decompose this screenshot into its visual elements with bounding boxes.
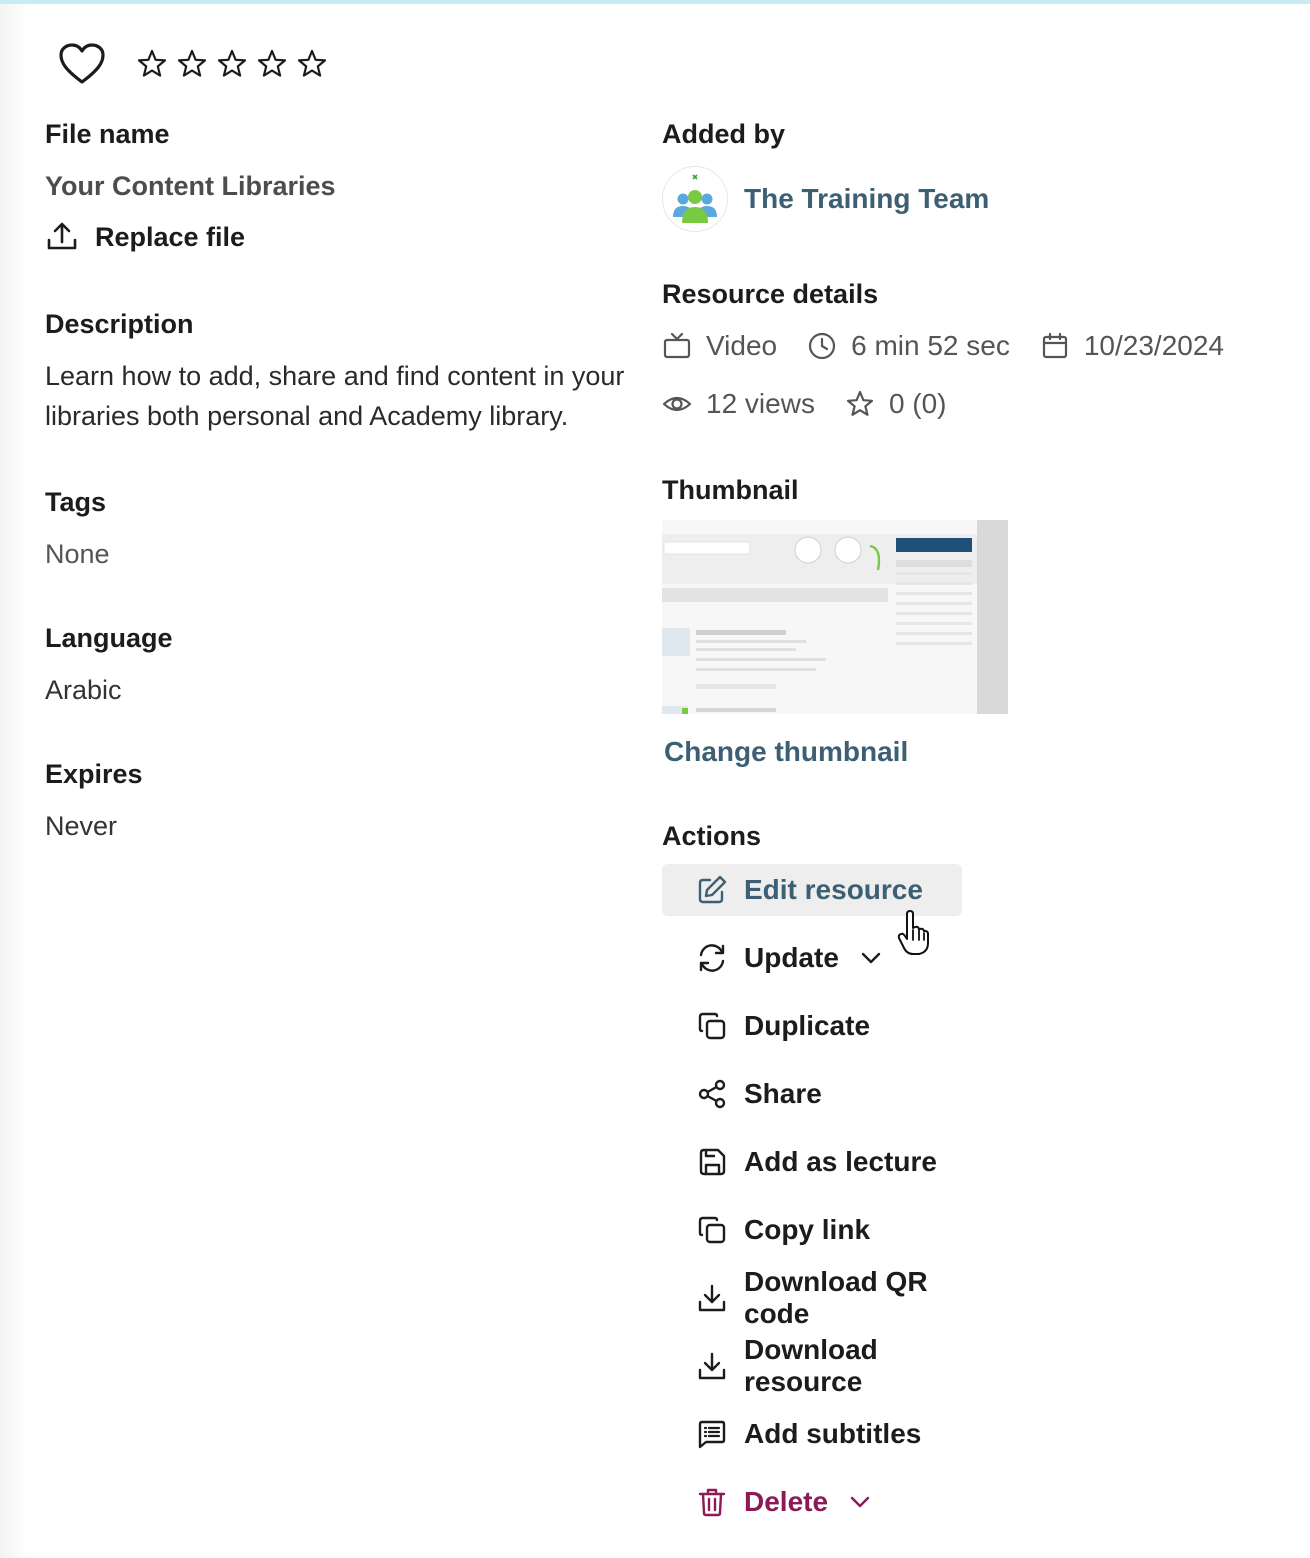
delete-label: Delete <box>744 1486 829 1517</box>
add-subtitles-button[interactable] <box>662 1408 962 1460</box>
rating-row <box>58 42 328 86</box>
chevron-down-icon[interactable] <box>848 1490 872 1514</box>
replace-file-button[interactable] <box>45 220 625 254</box>
copy-link-label: Copy link <box>744 1214 871 1245</box>
download-icon <box>696 1282 728 1314</box>
language-value: Arabic <box>45 675 122 705</box>
description-value: Learn how to add, share and find content in your libraries both personal and Academy library. <box>45 361 625 431</box>
chevron-down-icon[interactable] <box>859 946 883 970</box>
delete-button[interactable] <box>662 1476 962 1528</box>
added-by-label: Added by <box>662 119 786 149</box>
star-rating <box>136 48 328 80</box>
added-by-row <box>662 166 1282 232</box>
calendar-icon <box>1040 331 1070 361</box>
resource-meta-row-1 <box>662 330 1282 362</box>
download-qr-code-button[interactable] <box>662 1266 962 1329</box>
add-subtitles-label: Add subtitles <box>744 1418 922 1449</box>
views-value: 12 views <box>706 388 815 419</box>
rating-value: 0 (0) <box>888 388 947 419</box>
edit-icon <box>696 874 728 906</box>
eye-icon <box>662 389 692 419</box>
download-qr-code-label: Download QR code <box>744 1266 928 1329</box>
date-meta <box>1040 330 1224 362</box>
added-by-link[interactable]: The Training Team <box>744 183 990 214</box>
thumbnail-preview <box>662 520 1008 714</box>
tv-icon <box>662 331 692 361</box>
resource-details-label: Resource details <box>662 279 879 309</box>
left-column <box>45 116 625 846</box>
update-label: Update <box>744 942 839 973</box>
type-value: Video <box>706 330 778 361</box>
file-name-value: Your Content Libraries <box>45 171 336 201</box>
upload-icon <box>45 220 79 254</box>
duplicate-button[interactable] <box>662 1000 962 1052</box>
change-thumbnail-link[interactable]: Change thumbnail <box>664 736 909 767</box>
resource-meta-row-2 <box>662 388 1282 420</box>
team-logo-icon <box>663 167 727 231</box>
expires-value: Never <box>45 811 118 841</box>
download-resource-label: Download resource <box>744 1334 878 1397</box>
star-icon[interactable] <box>176 48 208 80</box>
duration-value: 6 min 52 sec <box>851 330 1010 361</box>
edit-resource-button[interactable] <box>662 864 962 916</box>
download-resource-button[interactable] <box>662 1334 962 1397</box>
save-icon <box>696 1146 728 1178</box>
tags-value: None <box>45 539 110 569</box>
add-as-lecture-button[interactable] <box>662 1136 962 1188</box>
copy-icon <box>696 1214 728 1246</box>
replace-file-label: Replace file <box>95 221 246 252</box>
actions-list <box>662 864 1282 1528</box>
right-column <box>662 116 1282 1544</box>
top-accent-bar <box>0 0 1310 4</box>
duplicate-icon <box>696 1010 728 1042</box>
views-meta <box>662 388 815 420</box>
add-as-lecture-label: Add as lecture <box>744 1146 937 1177</box>
heart-icon[interactable] <box>58 42 106 86</box>
star-icon[interactable] <box>256 48 288 80</box>
star-outline-icon <box>845 389 875 419</box>
copy-link-button[interactable] <box>662 1204 962 1256</box>
share-label: Share <box>744 1078 822 1109</box>
thumbnail-image[interactable] <box>662 520 1008 714</box>
file-name-label: File name <box>45 119 170 149</box>
trash-icon <box>696 1486 728 1518</box>
duplicate-label: Duplicate <box>744 1010 871 1041</box>
pointer-cursor-icon <box>895 910 935 956</box>
star-icon[interactable] <box>136 48 168 80</box>
description-label: Description <box>45 309 194 339</box>
share-button[interactable] <box>662 1068 962 1120</box>
language-label: Language <box>45 623 173 653</box>
star-icon[interactable] <box>296 48 328 80</box>
subtitles-icon <box>696 1418 728 1450</box>
refresh-icon <box>696 942 728 974</box>
thumbnail-label: Thumbnail <box>662 475 799 505</box>
edit-resource-label: Edit resource <box>744 874 923 905</box>
avatar <box>662 166 728 232</box>
type-meta <box>662 330 777 362</box>
rating-meta <box>845 388 947 420</box>
star-icon[interactable] <box>216 48 248 80</box>
download-icon <box>696 1350 728 1382</box>
share-icon <box>696 1078 728 1110</box>
expires-label: Expires <box>45 759 143 789</box>
duration-meta <box>807 330 1010 362</box>
clock-icon <box>807 331 837 361</box>
tags-label: Tags <box>45 487 107 517</box>
actions-label: Actions <box>662 821 762 851</box>
date-value: 10/23/2024 <box>1083 330 1224 361</box>
